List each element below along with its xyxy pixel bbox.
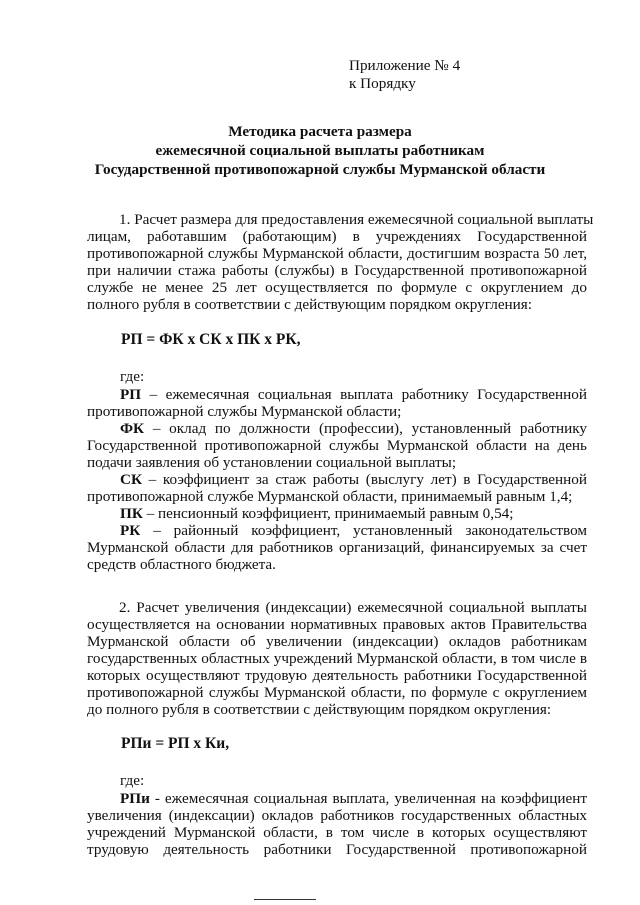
section-1-line: полного рубля в соответствии с действующим порядком округления:	[87, 296, 533, 313]
where-label-2: где:	[120, 772, 145, 789]
section-2-line: осуществляется на основании нормативных правовых актов Правительства	[87, 616, 587, 633]
term-sk: СК	[120, 471, 142, 488]
definition-line: подачи заявления об установлении социальной выплаты;	[87, 454, 457, 471]
section-1-paragraph	[87, 211, 594, 313]
definition-text: – ежемесячная социальная выплата работнику Государственной	[141, 386, 587, 403]
appendix-header	[349, 57, 460, 93]
section-1-line: при наличии стажа работы (службы) в Государственной противопожарной	[87, 262, 587, 279]
term-pk: ПК	[120, 505, 143, 522]
title-line-2: ежемесячной социальной выплаты работникам	[155, 142, 485, 159]
section-2-line: до полного рубля в соответствии с действующим порядком округления:	[87, 701, 552, 718]
term-rk: РК	[120, 522, 141, 539]
appendix-reference: к Порядку	[349, 75, 416, 92]
formula-rpi: РПи = РП х Ки,	[121, 735, 230, 752]
term-rp: РП	[120, 386, 142, 403]
term-rpi: РПи	[120, 790, 150, 807]
definition-line: Мурманской области для работников организаций, финансируемых за счет	[87, 539, 587, 556]
section-2-line: противопожарной службы Мурманской области, по формуле с округлением	[87, 684, 587, 701]
definition-line: увеличения (индексации) окладов работников государственных областных	[87, 807, 587, 824]
title-line-1: Методика расчета размера	[228, 123, 412, 140]
section-2-line: государственных областных учреждений Мурманской области, в том числе в	[87, 650, 587, 667]
definition-line: Государственной противопожарной службы Мурманской области на день	[87, 437, 587, 454]
definition-rk	[87, 522, 587, 539]
definition-text: – коэффициент за стаж работы (выслугу лет) в Государственной	[141, 471, 587, 488]
definition-rpi-first	[87, 790, 587, 807]
definition-text: – оклад по должности (профессии), установленный работнику	[144, 420, 587, 437]
definition-line: учреждений Мурманской области, в том числе в которых осуществляют	[87, 824, 587, 841]
formula-rp: РП = ФК х СК х ПК х РК,	[121, 331, 301, 348]
section-2-line: 2. Расчет увеличения (индексации) ежемесячной социальной выплаты	[119, 599, 587, 616]
section-2-line: Мурманской области об увеличении (индексации) окладов работникам	[87, 633, 587, 650]
definition-fk	[87, 420, 587, 437]
definition-rp	[87, 386, 587, 403]
definition-line: средств областного бюджета.	[87, 556, 276, 573]
definition-text: – районный коэффициент, установленный законодательством	[140, 522, 587, 539]
title-line-3: Государственной противопожарной службы Мурманской области	[94, 161, 546, 178]
section-1-line: службе не менее 25 лет осуществляется по формуле с округлением до	[87, 279, 587, 296]
term-fk: ФК	[120, 420, 145, 437]
definition-line: противопожарной службе Мурманской области, принимаемый равным 1,4;	[87, 488, 573, 505]
section-1-line: 1. Расчет размера для предоставления ежемесячной социальной выплаты	[119, 211, 594, 228]
definition-pk	[87, 505, 587, 522]
definitions-list	[87, 386, 587, 573]
section-2-line: которых осуществляют трудовую деятельность работники Государственной	[87, 667, 587, 684]
document-title	[60, 122, 580, 179]
section-1-line: противопожарной службы Мурманской области, достигшим возраста 50 лет,	[87, 245, 587, 262]
definition-text: – пенсионный коэффициент, принимаемый равным 0,54;	[142, 505, 514, 522]
appendix-number: Приложение № 4	[349, 57, 461, 74]
definition-line: противопожарной службы Мурманской области;	[87, 403, 402, 420]
definition-sk	[87, 471, 587, 488]
where-label: где:	[120, 368, 145, 385]
definition-line: трудовую деятельность работники Государственной противопожарной	[87, 841, 587, 858]
definition-rpi	[87, 790, 587, 858]
section-1-line: лицам, работавшим (работающим) в учреждениях Государственной	[87, 228, 587, 245]
definition-text: - ежемесячная социальная выплата, увеличенная на коэффициент	[149, 790, 587, 807]
page-footer-rule	[254, 899, 316, 900]
section-2-paragraph	[87, 599, 587, 718]
